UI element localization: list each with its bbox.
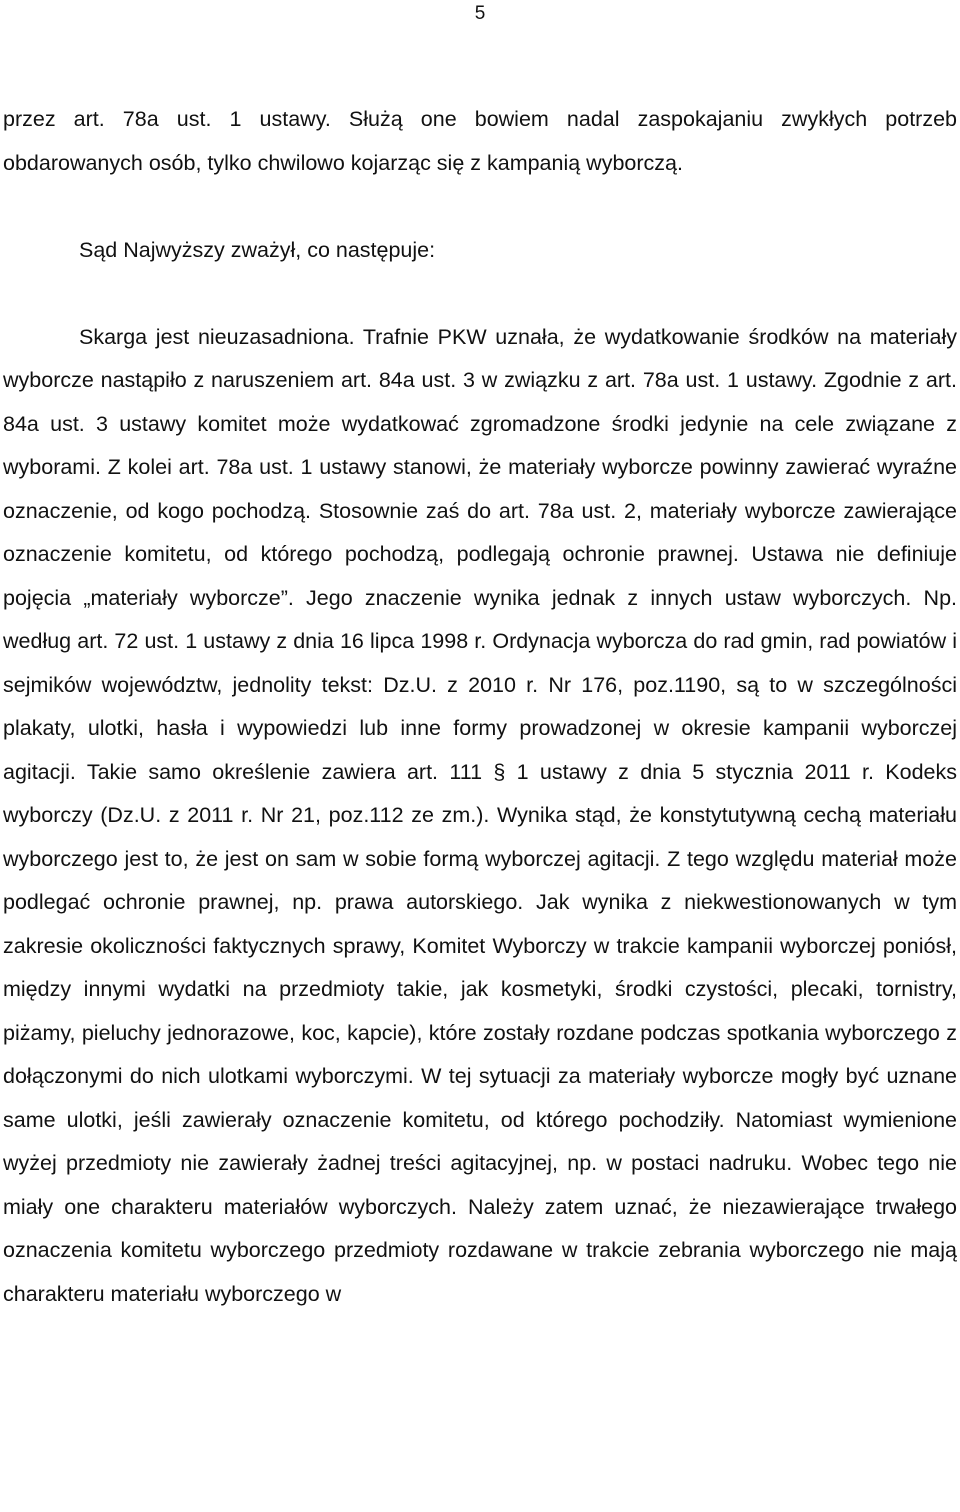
page-number: 5 [474,3,486,24]
paragraph-gap [3,185,957,229]
paragraph-gap [3,272,957,316]
document-body [3,98,957,1316]
paragraph-continuation: przez art. 78a ust. 1 ustawy. Służą one bowiem nadal zaspokajaniu zwykłych potrzeb obdarowanych osób, tylko chwilowo kojarząc się z kampanią wyborczą. [3,107,957,175]
paragraph-court-heading: Sąd Najwyższy zważył, co następuje: [79,237,436,262]
paragraph-reasoning: Skarga jest nieuzasadniona. Trafnie PKW uznała, że wydatkowanie środków na materiały wyborcze nastąpiło z naruszeniem art. 84a ust. 3 w związku z art. 78a ust. 1 ustawy. Zgodnie z art. 84a ust. 3 ustawy komitet może wydatkować zgromadzone środki jedynie na cele związane z wyborami. Z kolei art. 78a ust. 1 ustawy stanowi, że materiały wyborcze powinny zawierać wyraźne oznaczenie, od kogo pochodzą. Stosownie zaś do art. 78a ust. 2, materiały wyborcze zawierające oznaczenie komitetu, od którego pochodzą, podlegają ochronie prawnej. Ustawa nie definiuje pojęcia „materiały wyborcze”. Jego znaczenie wynika jednak z innych ustaw wyborczych. Np. według art. 72 ust. 1 ustawy z dnia 16 lipca 1998 r. Ordynacja wyborcza do rad gmin, rad powiatów i sejmików województw, jednolity tekst: Dz.U. z 2010 r. Nr 176, poz.1190, są to w szczególności plakaty, ulotki, hasła i wypowiedzi lub inne formy prowadzonej w okresie kampanii wyborczej agitacji. Takie samo określenie zawiera art. 111 § 1 ustawy z dnia 5 stycznia 2011 r. Kodeks wyborczy (Dz.U. z 2011 r. Nr 21, poz.112 ze zm.). Wynika stąd, że konstytutywną cechą materiału wyborczego jest to, że jest on sam w sobie formą wyborczej agitacji. Z tego względu materiał może podlegać ochronie prawnej, np. prawa autorskiego. Jak wynika z niekwestionowanych w tym zakresie okoliczności faktycznych sprawy, Komitet Wyborczy w trakcie kampanii wyborczej poniósł, między innymi wydatki na przedmioty takie, jak kosmetyki, środki czystości, plecaki, tornistry, piżamy, pieluchy jednorazowe, koc, kapcie), które zostały rozdane podczas spotkania wyborczego z dołączonymi do nich ulotkami wyborczymi. W tej sytuacji za materiały wyborcze mogły być uznane same ulotki, jeśli zawierały oznaczenie komitetu, od którego pochodziły. Natomiast wymienione wyżej przedmioty nie zawierały żadnej treści agitacyjnej, np. w postaci nadruku. Wobec tego nie miały one charakteru materiałów wyborczych. Należy zatem uznać, że niezawierające trwałego oznaczenia komitetu wyborczego przedmioty rozdawane w trakcie zebrania wyborczego nie mają charakteru materiału wyborczego w [3,324,957,1306]
